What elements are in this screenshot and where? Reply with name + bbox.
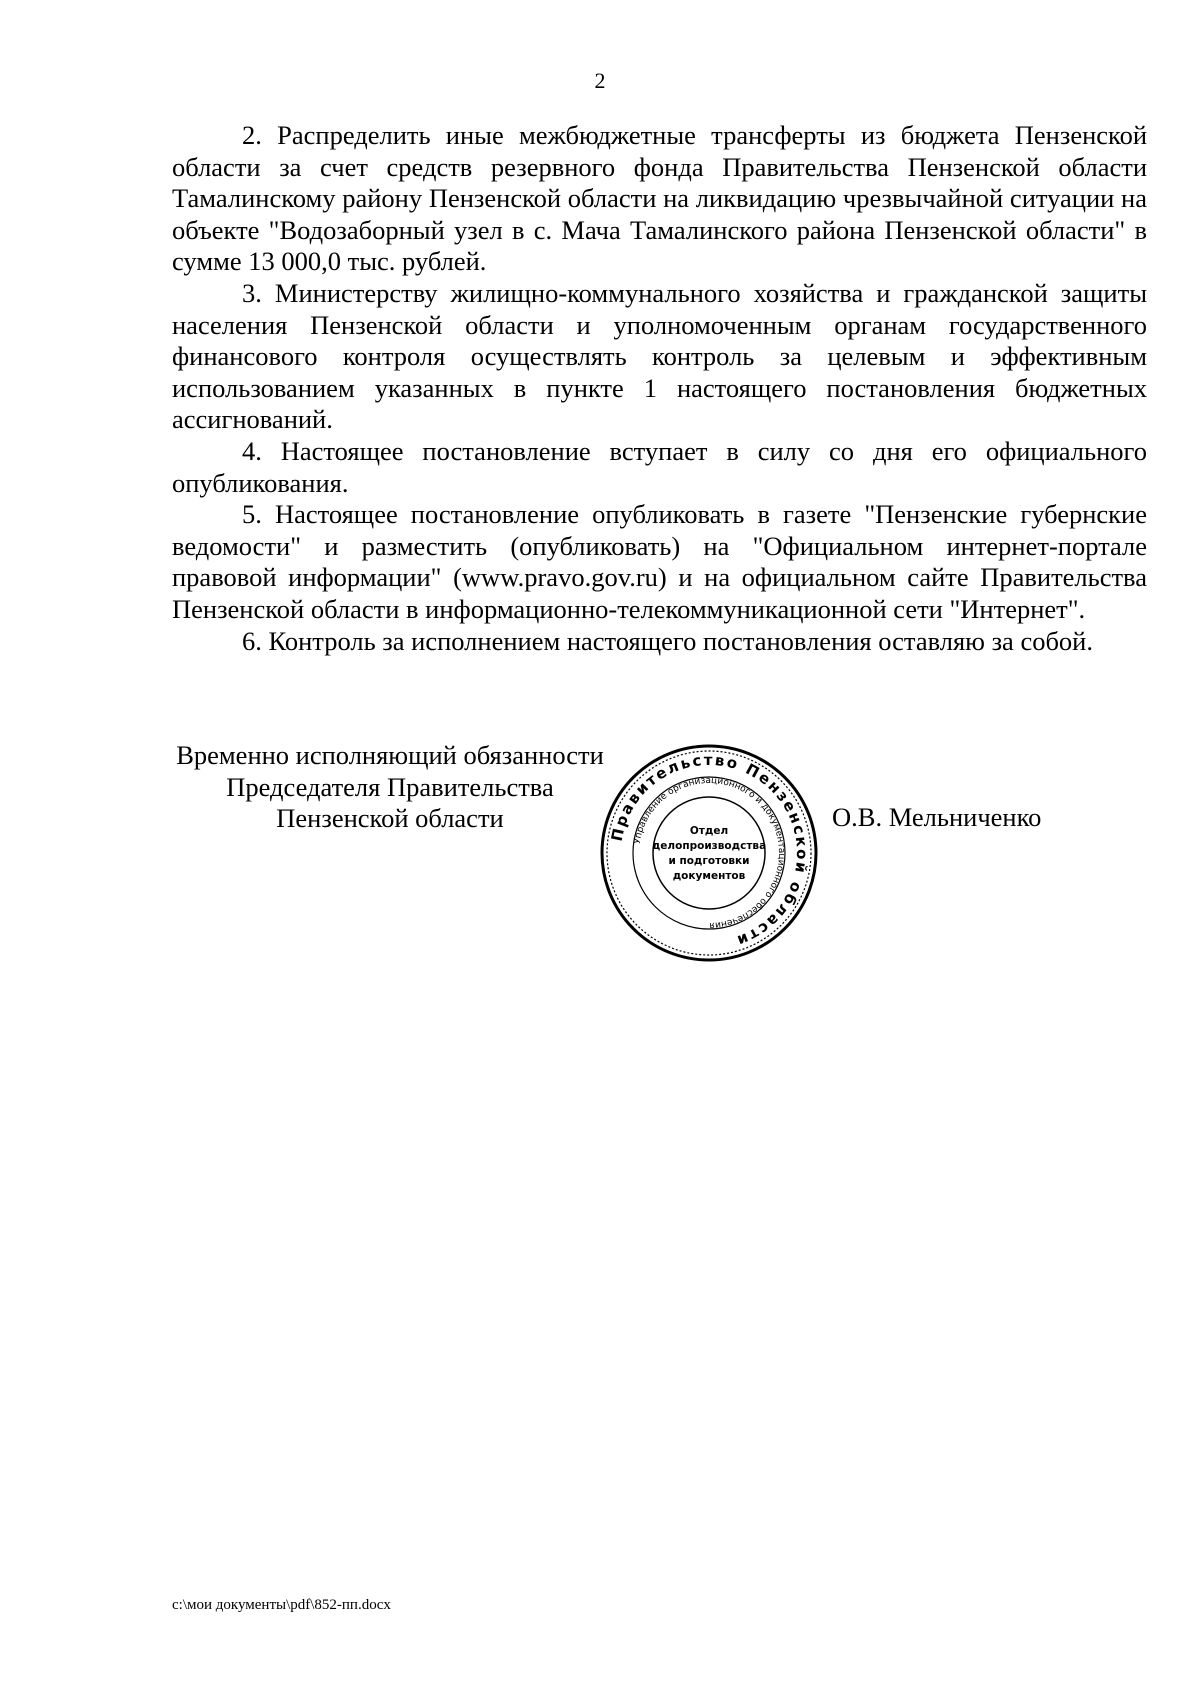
seal-outer-text: Правительство Пензенской области xyxy=(607,750,812,951)
signatory-title xyxy=(130,740,650,835)
signatory-title-line-2: Председателя Правительства xyxy=(226,771,554,802)
seal-center-line-2: делопроизводства xyxy=(651,840,767,852)
signatory-name: О.В. Мельниченко xyxy=(832,802,1042,832)
paragraph-6: 6. Контроль за исполнением настоящего постановления оставляю за собой. xyxy=(242,625,1093,656)
signatory-title-line-3: Пензенской области xyxy=(276,803,504,834)
footer-file-path: c:\мои документы\pdf\852-пп.docx xyxy=(172,1597,391,1613)
seal-inner-text: Управление организационного и документационного обеспечения xyxy=(632,775,787,931)
seal-center-line-4: документов xyxy=(672,870,746,882)
seal-center-line-1: Отдел xyxy=(689,825,729,837)
paragraph-5: 5. Настоящее постановление опубликовать в газете "Пензенские губернские ведомости" и разместить (опубликовать) на "Официальном интернет-портале правовой информации" (www.pravo.gov.ru) и на официальном сайте Правительства Пензенской области в информационно-телекоммуникационной сети "Интернет". xyxy=(172,499,1147,624)
official-seal xyxy=(598,742,820,964)
seal-center-line-3: и подготовки xyxy=(668,855,750,867)
page-number: 2 xyxy=(594,68,606,93)
document-body xyxy=(172,120,1147,657)
paragraph-4: 4. Настоящее постановление вступает в силу со дня его официального опубликования. xyxy=(172,435,1147,498)
paragraph-2: 2. Распределить иные межбюджетные трансферты из бюджета Пензенской области за счет средств резервного фонда Правительства Пензенской области Тамалинскому району Пензенской области на ликвидацию чрезвычайной ситуации на объекте "Водозаборный узел в с. Мача Тамалинского района Пензенской области" в сумме 13 000,0 тыс. рублей. xyxy=(172,120,1147,277)
signatory-title-line-1: Временно исполняющий обязанности xyxy=(176,740,604,770)
seal-center-text xyxy=(652,825,766,882)
paragraph-3: 3. Министерству жилищно-коммунального хозяйства и гражданской защиты населения Пензенской области и уполномоченным органам государственного финансового контроля осуществлять контроль за целевым и эффективным использованием указанных в пункте 1 настоящего постановления бюджетных ассигнований. xyxy=(172,277,1147,435)
